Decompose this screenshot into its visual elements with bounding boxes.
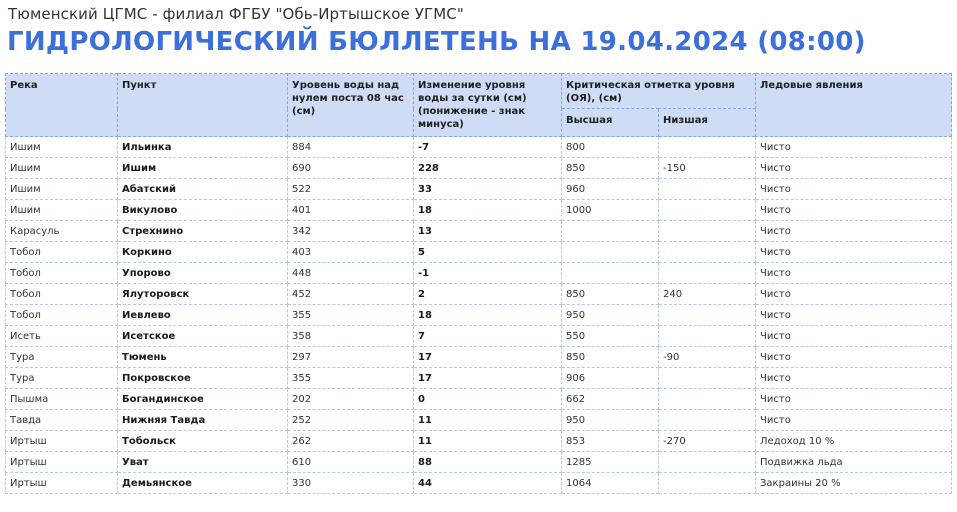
cell-point: Тобольск <box>118 431 288 452</box>
cell-river: Иртыш <box>6 473 118 494</box>
cell-critical-high <box>562 242 659 263</box>
cell-critical-high <box>562 221 659 242</box>
cell-ice: Закраины 20 % <box>756 473 952 494</box>
cell-point: Иевлево <box>118 305 288 326</box>
cell-level: 297 <box>288 347 414 368</box>
cell-river: Ишим <box>6 200 118 221</box>
cell-ice: Чисто <box>756 410 952 431</box>
cell-critical-high: 950 <box>562 305 659 326</box>
cell-point: Богандинское <box>118 389 288 410</box>
cell-ice: Чисто <box>756 263 952 284</box>
cell-critical-high: 850 <box>562 347 659 368</box>
cell-river: Тобол <box>6 242 118 263</box>
cell-ice: Чисто <box>756 284 952 305</box>
cell-change: 44 <box>414 473 562 494</box>
cell-critical-low <box>659 242 756 263</box>
cell-river: Тавда <box>6 410 118 431</box>
header-critical-low: Низшая <box>659 109 756 137</box>
cell-critical-high: 1064 <box>562 473 659 494</box>
cell-change: 5 <box>414 242 562 263</box>
cell-critical-low <box>659 410 756 431</box>
table-row <box>6 284 952 305</box>
cell-critical-high: 950 <box>562 410 659 431</box>
cell-ice: Чисто <box>756 305 952 326</box>
table-row <box>6 389 952 410</box>
cell-ice: Чисто <box>756 158 952 179</box>
cell-critical-low <box>659 263 756 284</box>
cell-river: Иртыш <box>6 452 118 473</box>
cell-river: Ишим <box>6 179 118 200</box>
cell-point: Абатский <box>118 179 288 200</box>
cell-river: Тобол <box>6 284 118 305</box>
cell-critical-low: -150 <box>659 158 756 179</box>
cell-change: 17 <box>414 368 562 389</box>
cell-point: Ялуторовск <box>118 284 288 305</box>
cell-critical-low <box>659 137 756 158</box>
table-row <box>6 158 952 179</box>
cell-level: 610 <box>288 452 414 473</box>
cell-change: 2 <box>414 284 562 305</box>
cell-critical-high: 960 <box>562 179 659 200</box>
page-title: ГИДРОЛОГИЧЕСКИЙ БЮЛЛЕТЕНЬ НА 19.04.2024 (08:00) <box>7 27 866 57</box>
header-change: Изменение уровня воды за сутки (см) (понижение - знак минуса) <box>414 74 562 137</box>
cell-critical-high: 906 <box>562 368 659 389</box>
cell-change: 11 <box>414 431 562 452</box>
table-row <box>6 242 952 263</box>
cell-critical-high: 850 <box>562 284 659 305</box>
cell-river: Карасуль <box>6 221 118 242</box>
cell-level: 355 <box>288 305 414 326</box>
cell-river: Тобол <box>6 263 118 284</box>
table-row <box>6 473 952 494</box>
cell-level: 884 <box>288 137 414 158</box>
table-row <box>6 305 952 326</box>
cell-critical-high: 850 <box>562 158 659 179</box>
table-body <box>6 137 952 494</box>
cell-ice: Чисто <box>756 389 952 410</box>
cell-change: 18 <box>414 200 562 221</box>
cell-river: Иртыш <box>6 431 118 452</box>
cell-level: 342 <box>288 221 414 242</box>
hydrology-table <box>5 73 952 494</box>
cell-level: 452 <box>288 284 414 305</box>
header-level: Уровень воды над нулем поста 08 час (см) <box>288 74 414 137</box>
cell-change: 11 <box>414 410 562 431</box>
cell-critical-low <box>659 452 756 473</box>
cell-ice: Подвижка льда <box>756 452 952 473</box>
cell-critical-high: 800 <box>562 137 659 158</box>
cell-point: Ишим <box>118 158 288 179</box>
cell-level: 262 <box>288 431 414 452</box>
cell-point: Тюмень <box>118 347 288 368</box>
cell-level: 690 <box>288 158 414 179</box>
cell-critical-high: 550 <box>562 326 659 347</box>
table-row <box>6 410 952 431</box>
cell-level: 522 <box>288 179 414 200</box>
table-row <box>6 179 952 200</box>
cell-critical-low <box>659 368 756 389</box>
cell-point: Ильинка <box>118 137 288 158</box>
header-river: Река <box>6 74 118 137</box>
header-critical: Критическая отметка уровня (ОЯ), (см) <box>562 74 756 109</box>
cell-point: Викулово <box>118 200 288 221</box>
cell-change: 228 <box>414 158 562 179</box>
cell-change: 17 <box>414 347 562 368</box>
cell-point: Исетское <box>118 326 288 347</box>
cell-point: Коркино <box>118 242 288 263</box>
cell-ice: Чисто <box>756 179 952 200</box>
cell-point: Демьянское <box>118 473 288 494</box>
organization-name: Тюменский ЦГМС - филиал ФГБУ "Обь-Иртышское УГМС" <box>8 5 464 23</box>
table-row <box>6 221 952 242</box>
cell-critical-low: -270 <box>659 431 756 452</box>
cell-point: Покровское <box>118 368 288 389</box>
cell-level: 252 <box>288 410 414 431</box>
cell-ice: Чисто <box>756 200 952 221</box>
table-row <box>6 263 952 284</box>
cell-level: 403 <box>288 242 414 263</box>
cell-critical-low <box>659 305 756 326</box>
header-point: Пункт <box>118 74 288 137</box>
cell-change: 33 <box>414 179 562 200</box>
cell-point: Стрехнино <box>118 221 288 242</box>
cell-point: Уват <box>118 452 288 473</box>
cell-ice: Чисто <box>756 137 952 158</box>
table-row <box>6 368 952 389</box>
header-ice: Ледовые явления <box>756 74 952 137</box>
cell-river: Пышма <box>6 389 118 410</box>
cell-river: Ишим <box>6 137 118 158</box>
cell-ice: Ледоход 10 % <box>756 431 952 452</box>
cell-river: Ишим <box>6 158 118 179</box>
cell-critical-high: 662 <box>562 389 659 410</box>
cell-level: 355 <box>288 368 414 389</box>
cell-critical-high: 1285 <box>562 452 659 473</box>
cell-level: 330 <box>288 473 414 494</box>
cell-river: Исеть <box>6 326 118 347</box>
cell-ice: Чисто <box>756 221 952 242</box>
table-row <box>6 431 952 452</box>
table-header <box>6 74 952 137</box>
cell-change: 18 <box>414 305 562 326</box>
cell-critical-low <box>659 179 756 200</box>
cell-ice: Чисто <box>756 326 952 347</box>
cell-level: 448 <box>288 263 414 284</box>
cell-river: Тобол <box>6 305 118 326</box>
cell-river: Тура <box>6 368 118 389</box>
cell-point: Нижняя Тавда <box>118 410 288 431</box>
header-critical-high: Высшая <box>562 109 659 137</box>
cell-critical-low <box>659 326 756 347</box>
cell-change: -1 <box>414 263 562 284</box>
cell-change: 0 <box>414 389 562 410</box>
cell-ice: Чисто <box>756 242 952 263</box>
table-row <box>6 137 952 158</box>
cell-river: Тура <box>6 347 118 368</box>
table-row <box>6 200 952 221</box>
cell-level: 401 <box>288 200 414 221</box>
cell-critical-low <box>659 473 756 494</box>
cell-critical-high <box>562 263 659 284</box>
cell-ice: Чисто <box>756 347 952 368</box>
cell-ice: Чисто <box>756 368 952 389</box>
cell-critical-low <box>659 221 756 242</box>
cell-critical-low <box>659 389 756 410</box>
cell-critical-high: 1000 <box>562 200 659 221</box>
cell-change: -7 <box>414 137 562 158</box>
table-row <box>6 326 952 347</box>
cell-level: 358 <box>288 326 414 347</box>
cell-level: 202 <box>288 389 414 410</box>
table-row <box>6 347 952 368</box>
cell-change: 7 <box>414 326 562 347</box>
cell-critical-low <box>659 200 756 221</box>
table-row <box>6 452 952 473</box>
cell-change: 13 <box>414 221 562 242</box>
cell-critical-high: 853 <box>562 431 659 452</box>
cell-critical-low: 240 <box>659 284 756 305</box>
cell-critical-low: -90 <box>659 347 756 368</box>
cell-change: 88 <box>414 452 562 473</box>
cell-point: Упорово <box>118 263 288 284</box>
